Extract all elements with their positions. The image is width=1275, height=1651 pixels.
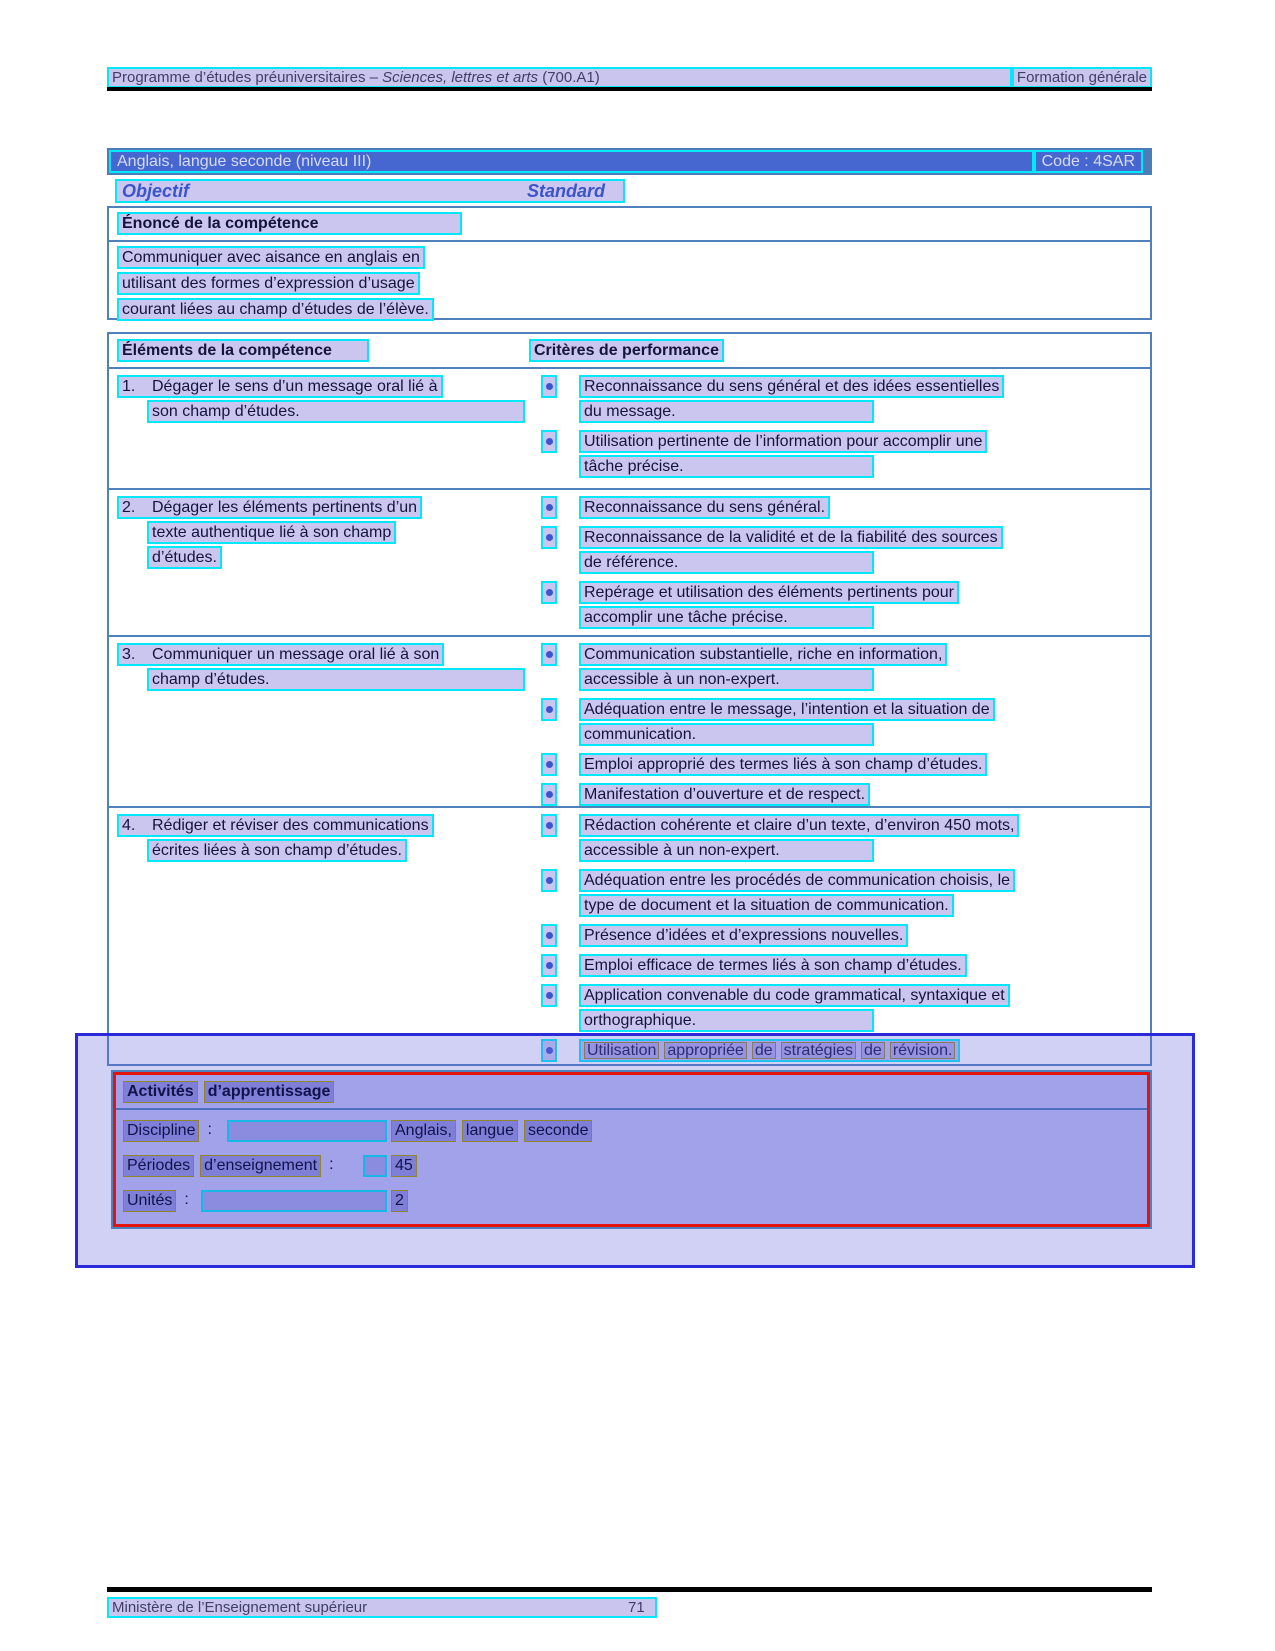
criterion-word: stratégies: [781, 1042, 856, 1059]
activites-value-word: 45: [391, 1155, 417, 1177]
bullet-dot-icon: [546, 822, 553, 829]
title-bar: [107, 148, 1152, 175]
bullet-dot-icon: [546, 383, 553, 390]
enonce-line: Communiquer avec aisance en anglais en: [117, 246, 425, 269]
header-program-code: (700.A1): [538, 69, 600, 86]
activites-heading-word: Activités: [123, 1081, 198, 1103]
criterion-lines: [579, 698, 995, 748]
bullet-dot-icon: [546, 932, 553, 939]
criterion-line: accessible à un non-expert.: [579, 668, 874, 691]
bullet-dot-icon: [546, 438, 553, 445]
criterion-lines: [579, 643, 947, 693]
footer-text: Ministère de l’Enseignement supérieur: [112, 1599, 368, 1616]
criterion: [541, 526, 1142, 576]
enonce-body: [109, 242, 1150, 321]
criterion: [541, 984, 1142, 1034]
annotation-line-box: [201, 1190, 387, 1212]
criterion: [541, 430, 1142, 480]
competence-row: [109, 490, 1150, 637]
bullet-icon: [541, 924, 557, 947]
criterion-line: Présence d’idées et d’expressions nouvelles.: [579, 924, 908, 947]
objectif-standard-header: [115, 179, 625, 203]
header-right-text: Formation générale: [1012, 67, 1152, 88]
criterion-word: de: [752, 1042, 776, 1059]
activites-heading-word: d’apprentissage: [204, 1081, 335, 1103]
criterion-line: Emploi approprié des termes liés à son champ d’études.: [579, 753, 987, 776]
activites-label-group: [123, 1120, 212, 1142]
criterion-line: Utilisation pertinente de l’information pour accomplir une: [579, 430, 987, 453]
activites-label-word: Périodes: [123, 1155, 194, 1177]
element-line: 2. Dégager les éléments pertinents d’un: [117, 496, 422, 519]
criterion-line: accomplir une tâche précise.: [579, 606, 874, 629]
competence-row: [109, 369, 1150, 490]
activites-row: [123, 1190, 1147, 1212]
element-line: d’études.: [147, 546, 222, 569]
objectif-label: Objectif: [122, 181, 190, 201]
criterion-lines: [579, 526, 1003, 576]
criterion-line: Rédaction cohérente et claire d’un texte, d’environ 450 mots,: [579, 814, 1019, 837]
criterion-word: Utilisation: [584, 1042, 659, 1059]
criterion: [541, 581, 1142, 631]
activites-red-box: [113, 1072, 1150, 1227]
activites-label-group: [123, 1155, 334, 1177]
criterion: [541, 869, 1142, 919]
activites-colon: :: [207, 1121, 212, 1138]
activites-label-word: Discipline: [123, 1120, 199, 1142]
criteres-column-header: Critères de performance: [529, 339, 724, 362]
activites-label-group: [123, 1190, 189, 1212]
activites-colon: :: [184, 1191, 189, 1208]
header-left-text: [107, 67, 1012, 88]
criterion: [541, 496, 1142, 521]
criterion: [541, 753, 1142, 778]
criterion-line: Manifestation d’ouverture et de respect.: [579, 783, 870, 806]
criterion-line: Communication substantielle, riche en information,: [579, 643, 947, 666]
element-cell: [117, 496, 525, 571]
criterion: [541, 698, 1142, 748]
competence-row: [109, 808, 1150, 1064]
element-line: 1. Dégager le sens d’un message oral lié à: [117, 375, 443, 398]
criterion-line: tâche précise.: [579, 455, 874, 478]
bullet-icon: [541, 375, 557, 398]
criterion-line: Reconnaissance de la validité et de la fiabilité des sources: [579, 526, 1003, 549]
criterion-lines: [579, 430, 987, 480]
criterion-line: de référence.: [579, 551, 874, 574]
activites-value-group: [391, 1155, 417, 1177]
enonce-heading-row: [109, 208, 1150, 242]
criterion-line: Repérage et utilisation des éléments pertinents pour: [579, 581, 959, 604]
course-code: Code : 4SAR: [1034, 150, 1143, 173]
enonce-heading: Énoncé de la compétence: [117, 212, 462, 235]
header-program-text: Programme d’études préuniversitaires –: [112, 69, 383, 86]
activites-rows: [116, 1110, 1147, 1224]
criterion-lines: [579, 581, 959, 631]
element-line: 4. Rédiger et réviser des communications: [117, 814, 434, 837]
activites-label-word: Unités: [123, 1190, 176, 1212]
bullet-dot-icon: [546, 877, 553, 884]
bullet-dot-icon: [546, 589, 553, 596]
bullet-icon: [541, 984, 557, 1007]
criterion-line: accessible à un non-expert.: [579, 839, 874, 862]
element-line: son champ d’études.: [147, 400, 525, 423]
bullet-dot-icon: [546, 791, 553, 798]
footer-rule: [107, 1587, 1152, 1592]
activites-row: [123, 1120, 1147, 1142]
element-cell: [117, 643, 525, 693]
criterion-line: Reconnaissance du sens général.: [579, 496, 830, 519]
header-rule: [107, 87, 1152, 91]
criterion-lines: [579, 783, 870, 808]
enonce-line: utilisant des formes d’expression d’usage: [117, 272, 420, 295]
criterion-word: révision.: [890, 1042, 956, 1059]
criterion-word: de: [861, 1042, 885, 1059]
page-footer: [107, 1597, 657, 1618]
criterion-line: Reconnaissance du sens général et des idées essentielles: [579, 375, 1004, 398]
activites-row: [123, 1155, 1147, 1177]
enonce-line: courant liées au champ d’études de l’élève.: [117, 298, 434, 321]
bullet-icon: [541, 496, 557, 519]
criterion-line: Adéquation entre le message, l’intention et la situation de: [579, 698, 995, 721]
activites-value-group: [391, 1120, 592, 1142]
criterion-lines: [579, 814, 1019, 864]
page-header: [107, 67, 1152, 88]
criteria-cell: [541, 814, 1142, 1062]
criterion-lines: [579, 753, 987, 778]
criterion-lines: [579, 984, 1010, 1034]
annotation-line-box: [363, 1155, 387, 1177]
bullet-icon: [541, 430, 557, 453]
bullet-dot-icon: [546, 992, 553, 999]
criteria-cell: [541, 375, 1142, 480]
title-strip: [109, 150, 1143, 173]
bullet-icon: [541, 753, 557, 776]
criterion-lines: [579, 496, 830, 521]
criterion: [541, 954, 1142, 979]
course-title: Anglais, langue seconde (niveau III): [109, 150, 1034, 173]
element-number: 1.: [122, 378, 136, 395]
criterion: [541, 375, 1142, 425]
element-number: 4.: [122, 817, 136, 834]
competence-table-header: [109, 334, 1150, 369]
activites-heading: [116, 1075, 1147, 1110]
bullet-dot-icon: [546, 706, 553, 713]
bullet-icon: [541, 581, 557, 604]
activites-value-word: langue: [462, 1120, 518, 1142]
activites-value-word: Anglais,: [391, 1120, 456, 1142]
header-program-title: Sciences, lettres et arts: [382, 69, 539, 86]
bullet-icon: [541, 814, 557, 837]
activites-colon: :: [329, 1156, 334, 1173]
activites-section: [111, 1070, 1152, 1229]
criterion-line: du message.: [579, 400, 874, 423]
element-line: champ d’études.: [147, 668, 525, 691]
criterion: [541, 643, 1142, 693]
criterion-line: Adéquation entre les procédés de communication choisis, le: [579, 869, 1015, 892]
annotation-line-box: [227, 1120, 387, 1142]
criteria-cell: [541, 496, 1142, 631]
bullet-dot-icon: [546, 504, 553, 511]
elements-column-header: Éléments de la compétence: [117, 339, 369, 362]
criterion: [541, 924, 1142, 949]
criterion: [541, 814, 1142, 864]
criterion: [541, 783, 1142, 808]
element-cell: [117, 814, 525, 864]
bullet-icon: [541, 526, 557, 549]
activites-value-word: 2: [391, 1190, 408, 1212]
criterion-line: communication.: [579, 723, 874, 746]
bullet-dot-icon: [546, 761, 553, 768]
activites-label-word: d’enseignement: [200, 1155, 321, 1177]
activites-value-word: seconde: [524, 1120, 593, 1142]
competence-row: [109, 637, 1150, 808]
element-line: écrites liées à son champ d’études.: [147, 839, 407, 862]
bullet-icon: [541, 954, 557, 977]
enonce-section: [107, 206, 1152, 320]
criterion-lines: [579, 375, 1004, 425]
criteria-cell: [541, 643, 1142, 808]
criterion-line: Application convenable du code grammatical, syntaxique et: [579, 984, 1010, 1007]
bullet-dot-icon: [546, 962, 553, 969]
bullet-icon: [541, 783, 557, 806]
activites-value-group: [391, 1190, 408, 1212]
bullet-dot-icon: [546, 651, 553, 658]
element-line: 3. Communiquer un message oral lié à son: [117, 643, 444, 666]
page-number: 71: [628, 1599, 645, 1616]
standard-label: Standard: [527, 181, 606, 201]
competence-table: [107, 332, 1152, 1066]
element-line: texte authentique lié à son champ: [147, 521, 396, 544]
criterion-line: Emploi efficace de termes liés à son champ d’études.: [579, 954, 967, 977]
bullet-icon: [541, 698, 557, 721]
competence-rows: [109, 369, 1150, 1064]
bullet-icon: [541, 643, 557, 666]
element-number: 3.: [122, 646, 136, 663]
element-cell: [117, 375, 525, 425]
bullet-dot-icon: [546, 534, 553, 541]
criterion-lines: [579, 924, 908, 949]
criterion-lines: [579, 869, 1015, 919]
criterion-word: appropriée: [664, 1042, 747, 1059]
criterion-line: type de document et la situation de communication.: [579, 894, 954, 917]
criterion-line: orthographique.: [579, 1009, 874, 1032]
element-number: 2.: [122, 499, 136, 516]
bullet-icon: [541, 869, 557, 892]
criterion-lines: [579, 954, 967, 979]
